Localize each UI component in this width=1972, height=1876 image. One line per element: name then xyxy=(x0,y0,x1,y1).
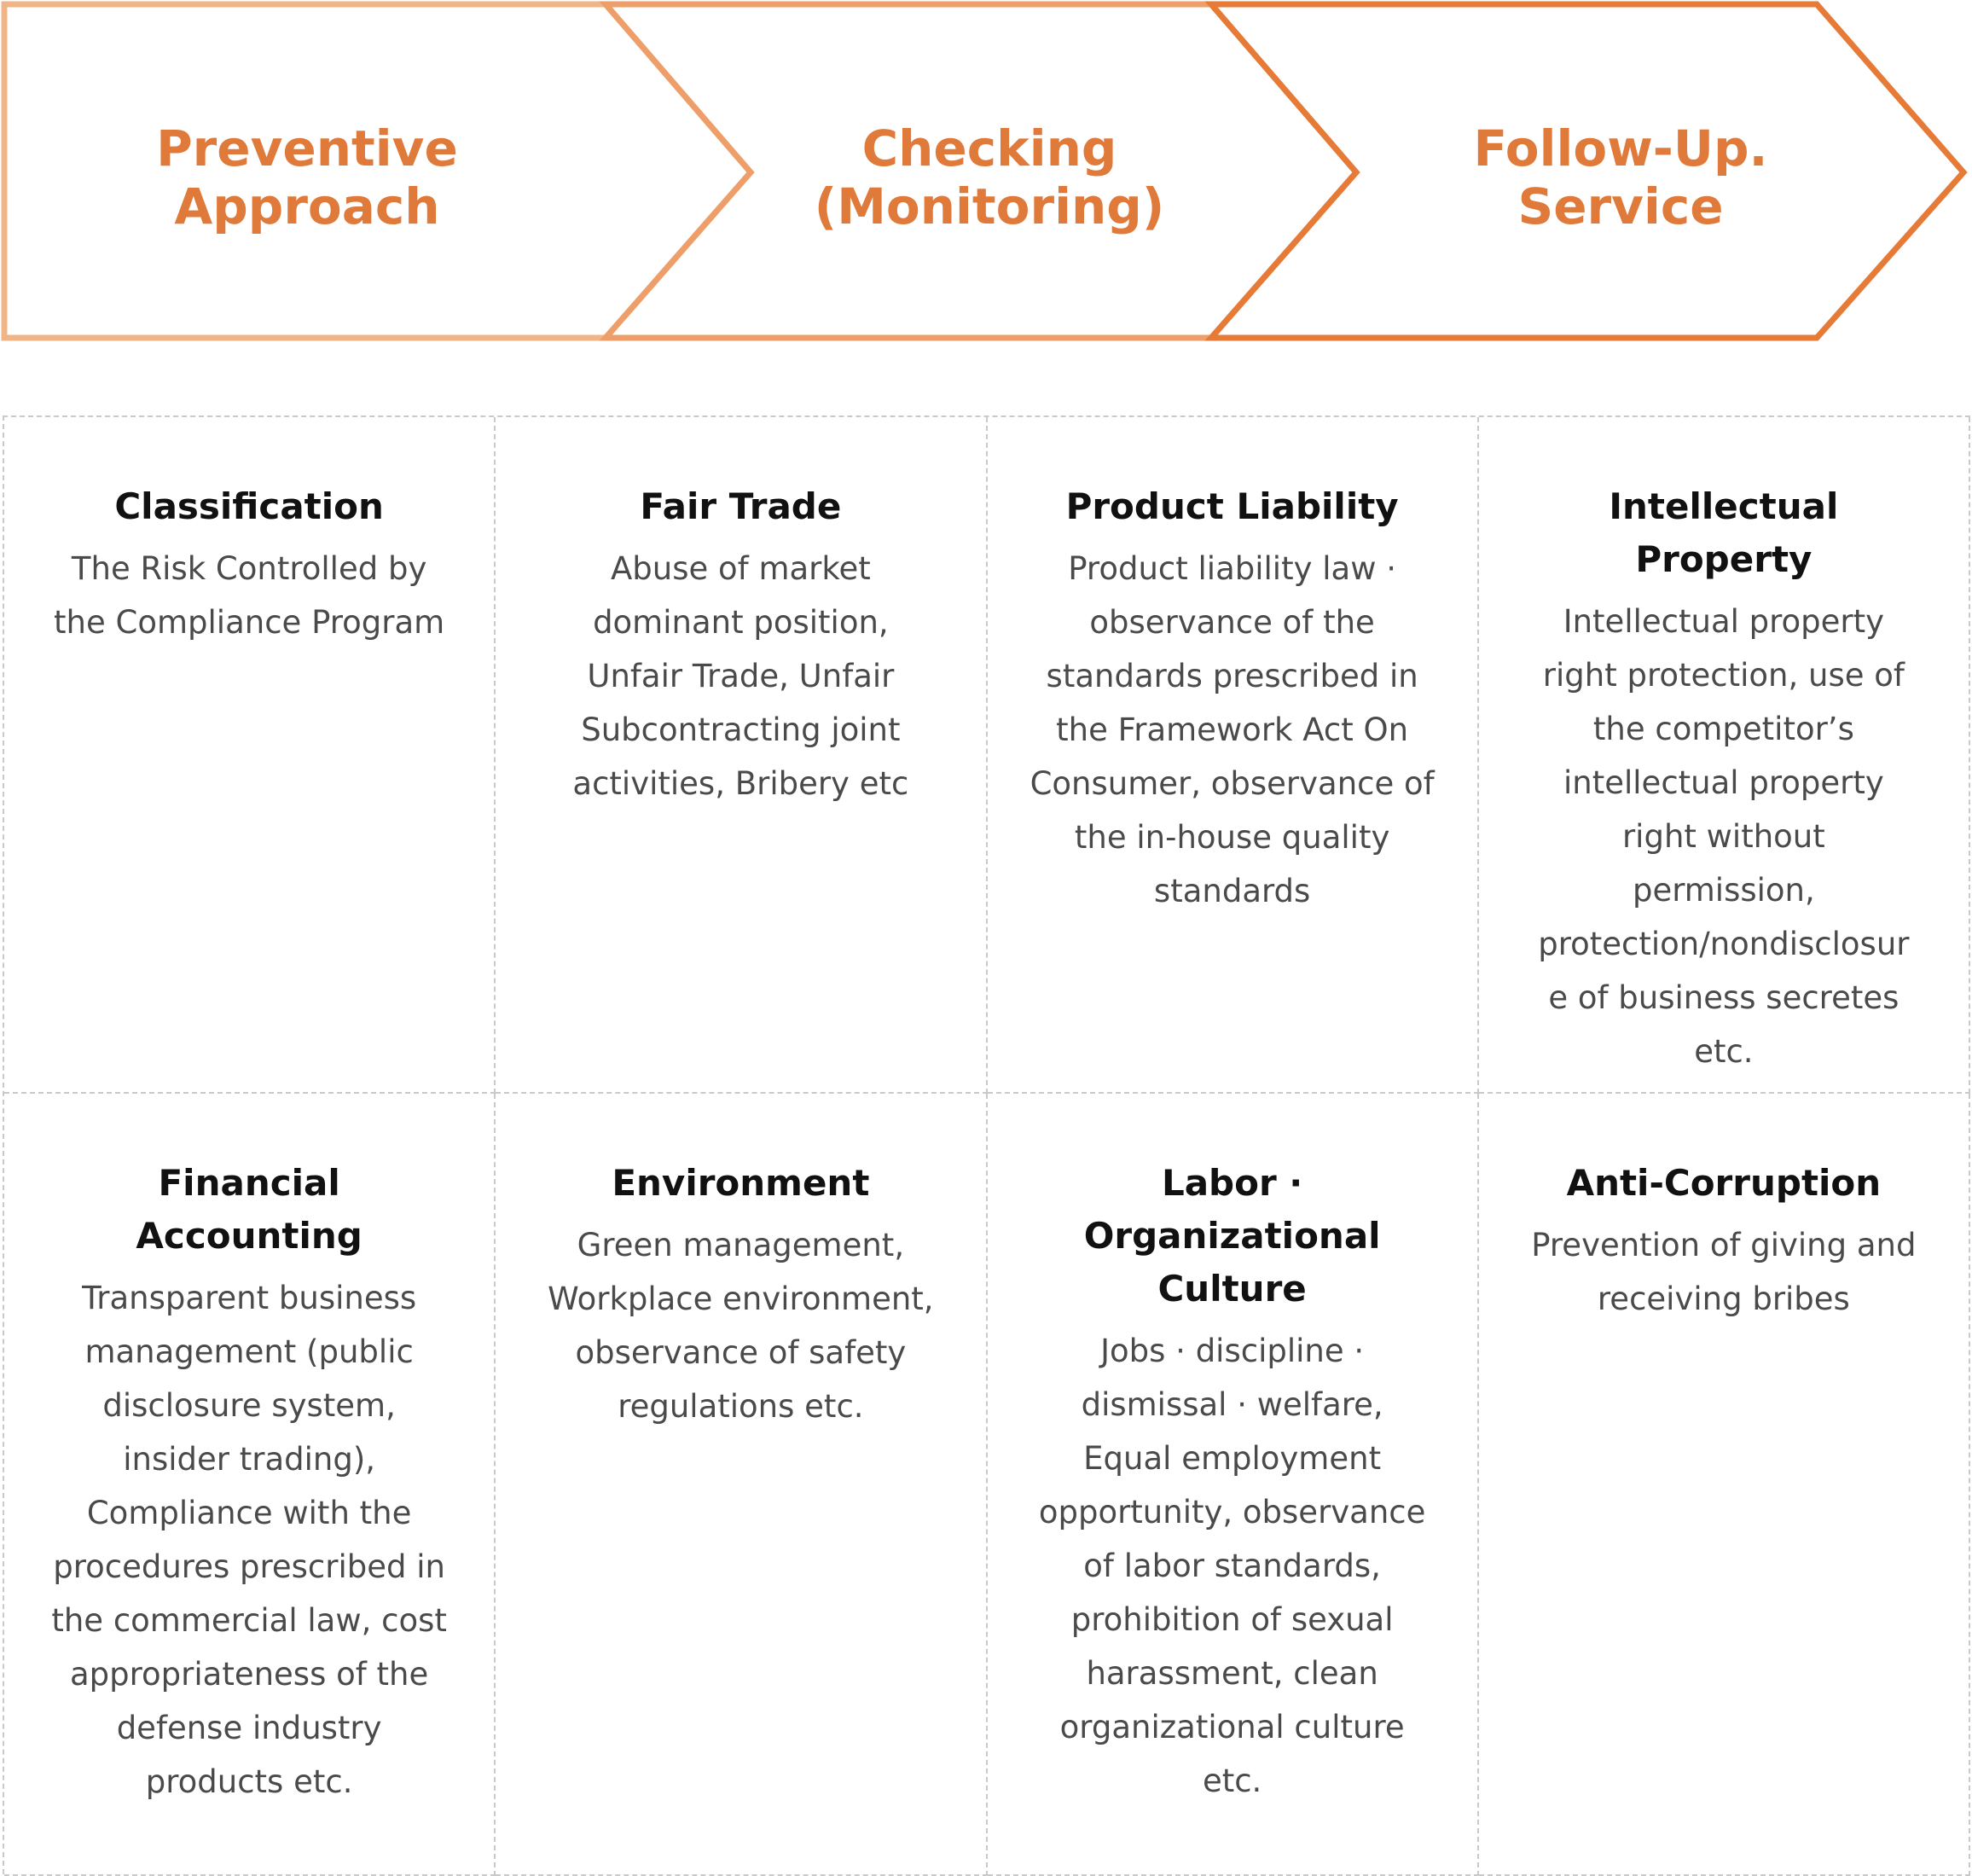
description-line: standards prescribed in xyxy=(1046,658,1418,694)
stage-title-line: Checking xyxy=(861,119,1117,177)
description-line: Equal employment xyxy=(1083,1440,1382,1477)
category-title-line: Culture xyxy=(1157,1268,1307,1310)
description-line: appropriateness of the xyxy=(69,1656,429,1693)
description-line: right without xyxy=(1621,818,1825,855)
category-description xyxy=(535,542,946,810)
description-line: Workplace environment, xyxy=(548,1281,934,1317)
category-classification xyxy=(4,417,496,1094)
category-title xyxy=(1518,480,1929,586)
description-line: defense industry xyxy=(116,1710,382,1746)
description-line: receiving bribes xyxy=(1597,1281,1850,1317)
description-line: Jobs · discipline · xyxy=(1100,1333,1365,1369)
description-line: standards xyxy=(1153,873,1311,909)
category-title-line: Labor · xyxy=(1161,1162,1303,1204)
category-title-line: Intellectual Property xyxy=(1609,485,1839,580)
category-financial-accounting xyxy=(4,1094,496,1876)
category-labor-organizational-culture xyxy=(988,1094,1479,1876)
description-line: Green management, xyxy=(577,1227,905,1263)
description-line: the Framework Act On xyxy=(1056,711,1409,748)
description-line: disclosure system, xyxy=(102,1387,396,1424)
description-line: opportunity, observance xyxy=(1038,1494,1426,1530)
category-title xyxy=(535,480,946,533)
stage-checking-title xyxy=(734,109,1245,246)
description-line: Compliance with the xyxy=(86,1495,412,1531)
category-description xyxy=(1518,1218,1929,1326)
description-line: Intellectual property xyxy=(1563,603,1885,640)
description-line: prohibition of sexual xyxy=(1070,1601,1394,1638)
description-line: observance of the xyxy=(1089,604,1375,641)
category-fair-trade xyxy=(496,417,987,1094)
stage-preventive-title xyxy=(51,109,563,246)
category-title-line: Fair Trade xyxy=(640,485,842,527)
description-line: of labor standards, xyxy=(1083,1548,1381,1584)
category-title xyxy=(44,1157,455,1263)
category-title-line: Product Liability xyxy=(1065,485,1399,527)
description-line: Consumer, observance of xyxy=(1030,765,1435,802)
description-line: the in-house quality xyxy=(1074,819,1390,856)
category-description xyxy=(1027,1324,1438,1808)
description-line: Transparent business xyxy=(82,1280,417,1316)
category-anti-corruption xyxy=(1479,1094,1970,1876)
description-line: the commercial law, cost xyxy=(51,1602,447,1639)
description-line: the competitor’s xyxy=(1592,711,1854,747)
category-title-line: Anti-Corruption xyxy=(1566,1162,1882,1204)
description-line: Prevention of giving and xyxy=(1531,1227,1917,1263)
category-title-line: Financial Accounting xyxy=(136,1162,362,1257)
category-title-line: Environment xyxy=(612,1162,870,1204)
description-line: harassment, clean xyxy=(1086,1655,1378,1692)
category-description xyxy=(1027,542,1438,918)
description-line: dismissal · welfare, xyxy=(1081,1386,1383,1423)
category-title-line: Classification xyxy=(114,485,384,527)
description-line: e of business secretes xyxy=(1548,979,1900,1016)
description-line: Unfair Trade, Unfair xyxy=(587,658,895,694)
description-line: insider trading), xyxy=(123,1441,376,1478)
category-description xyxy=(535,1218,946,1433)
description-line: Subcontracting joint xyxy=(581,711,901,748)
category-title xyxy=(535,1157,946,1210)
stage-title-line: (Monitoring) xyxy=(814,177,1165,235)
description-line: procedures prescribed in xyxy=(53,1548,445,1585)
stage-title-line: Approach xyxy=(174,177,440,235)
description-line: the Compliance Program xyxy=(54,604,445,641)
description-line: observance of safety xyxy=(575,1334,907,1371)
description-line: Abuse of market xyxy=(610,550,871,587)
stage-title-line: Service xyxy=(1517,177,1724,235)
stage-followup-title xyxy=(1365,109,1876,246)
category-description xyxy=(44,1271,455,1809)
category-environment xyxy=(496,1094,987,1876)
description-line: regulations etc. xyxy=(618,1388,864,1425)
category-title xyxy=(1027,1157,1438,1316)
description-line: activities, Bribery etc xyxy=(572,765,909,802)
description-line: protection/nondisclosur xyxy=(1538,926,1910,962)
description-line: management (public xyxy=(84,1333,414,1370)
compliance-grid xyxy=(3,415,1970,1874)
category-product-liability xyxy=(988,417,1479,1094)
description-line: intellectual property xyxy=(1563,764,1884,801)
category-title-line: Organizational xyxy=(1083,1215,1381,1257)
stage-title-line: Preventive xyxy=(156,119,458,177)
stage-title-line: Follow-Up. xyxy=(1473,119,1768,177)
description-line: The Risk Controlled by xyxy=(71,550,427,587)
category-intellectual-property xyxy=(1479,417,1970,1094)
description-line: etc. xyxy=(1202,1763,1262,1799)
description-line: organizational culture xyxy=(1059,1709,1405,1745)
description-line: products etc. xyxy=(145,1763,353,1800)
category-description xyxy=(1518,595,1929,1078)
description-line: permission, xyxy=(1632,872,1815,909)
category-title xyxy=(1518,1157,1929,1210)
description-line: dominant position, xyxy=(593,604,889,641)
description-line: right protection, use of xyxy=(1542,657,1905,694)
description-line: Product liability law · xyxy=(1068,550,1396,587)
category-description xyxy=(44,542,455,649)
category-title xyxy=(44,480,455,533)
category-title xyxy=(1027,480,1438,533)
description-line: etc. xyxy=(1694,1033,1754,1070)
